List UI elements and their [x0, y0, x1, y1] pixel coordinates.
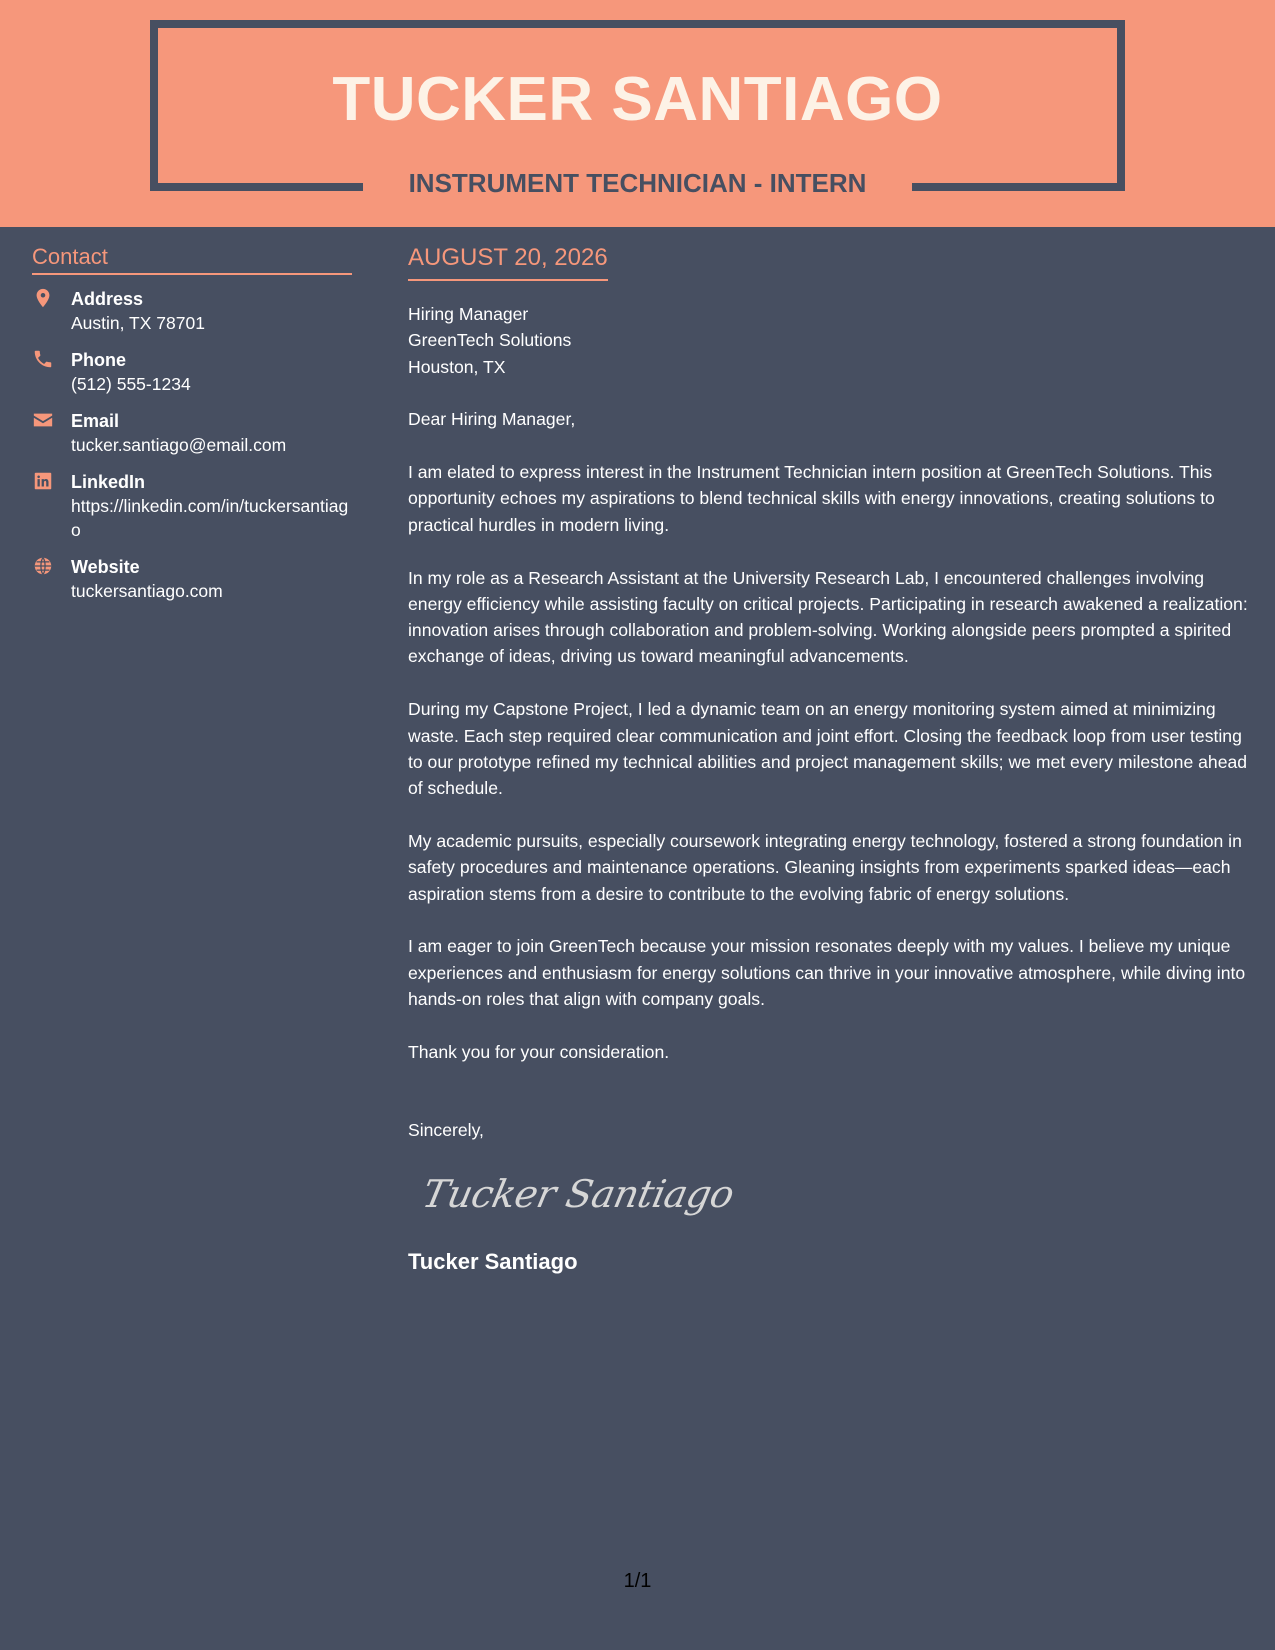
contact-label: Website	[71, 557, 140, 577]
contact-value[interactable]: tuckersantiago.com	[71, 581, 223, 601]
contact-heading: Contact	[32, 243, 352, 275]
recipient-line: Houston, TX	[408, 356, 506, 377]
envelope-icon	[32, 409, 54, 431]
contact-sidebar	[32, 243, 352, 616]
letter-paragraph: I am elated to express interest in the Instrument Technician intern position at GreenTech Solutions. This opportunity echoes my aspirations to blend technical skills with energy innovations, creating solutions to practical hurdles in modern living.	[408, 462, 1215, 535]
letter-paragraph: During my Capstone Project, I led a dynamic team on an energy monitoring system aimed at minimizing waste. Each step required clear communication and joint effort. Closing the feedback loop from user testing to our prototype refined my technical abilities and project management skills; we met every milestone ahead of schedule.	[408, 699, 1248, 799]
contact-item-phone	[32, 348, 352, 396]
letter-paragraph: In my role as a Research Assistant at the University Research Lab, I encountered challenges involving energy efficiency while assisting faculty on critical projects. Participating in research awakened a realization: innovation arises through collaboration and problem-solving. Working alongside peers prompted a spirited exchange of ideas, driving us toward meaningful advancements.	[408, 567, 1248, 667]
contact-value: (512) 555-1234	[71, 374, 191, 394]
contact-label: Phone	[71, 350, 127, 370]
contact-value[interactable]: tucker.santiago@email.com	[71, 435, 287, 455]
phone-icon	[32, 348, 54, 370]
contact-value: Austin, TX 78701	[71, 313, 205, 333]
contact-item-linkedin	[32, 470, 352, 542]
recipient-block	[408, 301, 1253, 380]
location-pin-icon	[32, 287, 54, 309]
letter-paragraph: I am eager to join GreenTech because your mission resonates deeply with my values. I believe my unique experiences and enthusiasm for energy solutions can thrive in your innovative atmosphere, while diving into hands-on roles that align with company goals.	[408, 936, 1246, 1009]
globe-icon	[32, 555, 54, 577]
linkedin-icon	[32, 470, 54, 492]
contact-label: Email	[71, 411, 120, 431]
salutation: Dear Hiring Manager,	[408, 409, 576, 430]
job-title: INSTRUMENT TECHNICIAN - INTERN	[408, 168, 867, 198]
contact-item-email	[32, 409, 352, 457]
recipient-line: GreenTech Solutions	[408, 330, 572, 351]
page-number: 1/1	[623, 1570, 652, 1592]
handwritten-signature: Tucker Santiago	[418, 1172, 738, 1217]
letter-body	[408, 243, 1253, 1277]
letter-paragraph: My academic pursuits, especially coursework integrating energy technology, fostered a strong foundation in safety procedures and maintenance operations. Gleaning insights from experiments sparked ideas—each aspiration stems from a desire to contribute to the evolving fabric of energy solutions.	[408, 830, 1242, 904]
candidate-name: TUCKER SANTIAGO	[332, 65, 943, 134]
letter-paragraph: Thank you for your consideration.	[408, 1041, 670, 1062]
contact-item-website	[32, 555, 352, 603]
letter-date: AUGUST 20, 2026	[408, 243, 608, 281]
contact-label: Address	[71, 289, 144, 309]
sign-off: Sincerely,	[408, 1120, 484, 1141]
contact-label: LinkedIn	[71, 472, 146, 492]
recipient-line: Hiring Manager	[408, 304, 529, 324]
signer-name: Tucker Santiago	[408, 1249, 578, 1275]
header-banner	[0, 0, 1275, 227]
contact-item-address	[32, 287, 352, 335]
contact-value[interactable]: https://linkedin.com/in/tuckersantiago	[71, 496, 349, 540]
